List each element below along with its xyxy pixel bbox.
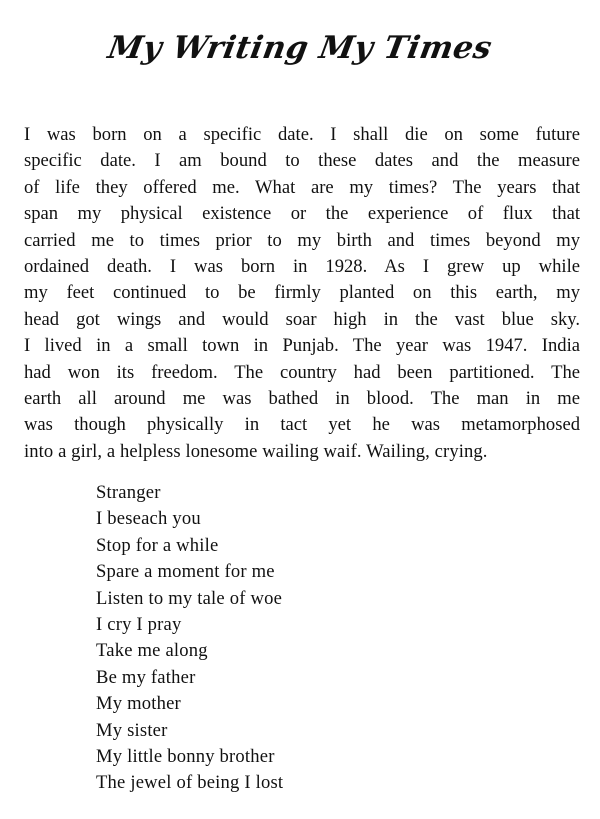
paragraph-line: had won its freedom. The country had been partitioned. The — [24, 361, 580, 383]
paragraph-line: I lived in a small town in Punjab. The year was 1947. India — [24, 335, 580, 357]
body-paragraph — [24, 122, 580, 465]
poem-line: The jewel of being I lost — [96, 772, 284, 794]
paragraph-line: was though physically in tact yet he was metamorphosed — [24, 414, 580, 436]
poem-line: Spare a moment for me — [96, 561, 275, 583]
paragraph-line: I was born on a specific date. I shall die on some future — [24, 124, 580, 145]
poem-line: Listen to my tale of woe — [96, 587, 283, 609]
paragraph-line: head got wings and would soar high in the vast blue sky. — [24, 308, 580, 330]
paragraph-line: my feet continued to be firmly planted on this earth, my — [24, 282, 580, 304]
poem-line: My little bonny brother — [96, 745, 275, 767]
paragraph-line: into a girl, a helpless lonesome wailing waif. Wailing, crying. — [24, 440, 488, 462]
poem-line: Stranger — [96, 482, 161, 503]
poem-line: I beseach you — [96, 508, 201, 530]
poem-line: My mother — [96, 693, 181, 715]
poem-line: My sister — [96, 719, 168, 741]
paragraph-line: of life they offered me. What are my times? The years that — [24, 176, 580, 198]
poem-line: Be my father — [96, 666, 196, 688]
paragraph-line: ordained death. I was born in 1928. As I grew up while — [24, 255, 580, 277]
poem-stanza — [96, 480, 283, 797]
paragraph-line: specific date. I am bound to these dates and the measure — [24, 150, 580, 172]
poem-line: Take me along — [96, 640, 208, 662]
paragraph-line: carried me to times prior to my birth and times beyond my — [24, 229, 580, 251]
paragraph-line: earth all around me was bathed in blood. The man in me — [24, 387, 580, 409]
page-title: My Writing My Times — [105, 30, 495, 66]
poem-line: I cry I pray — [96, 613, 182, 635]
paragraph-line: span my physical existence or the experience of flux that — [24, 203, 580, 225]
poem-line: Stop for a while — [96, 534, 219, 556]
